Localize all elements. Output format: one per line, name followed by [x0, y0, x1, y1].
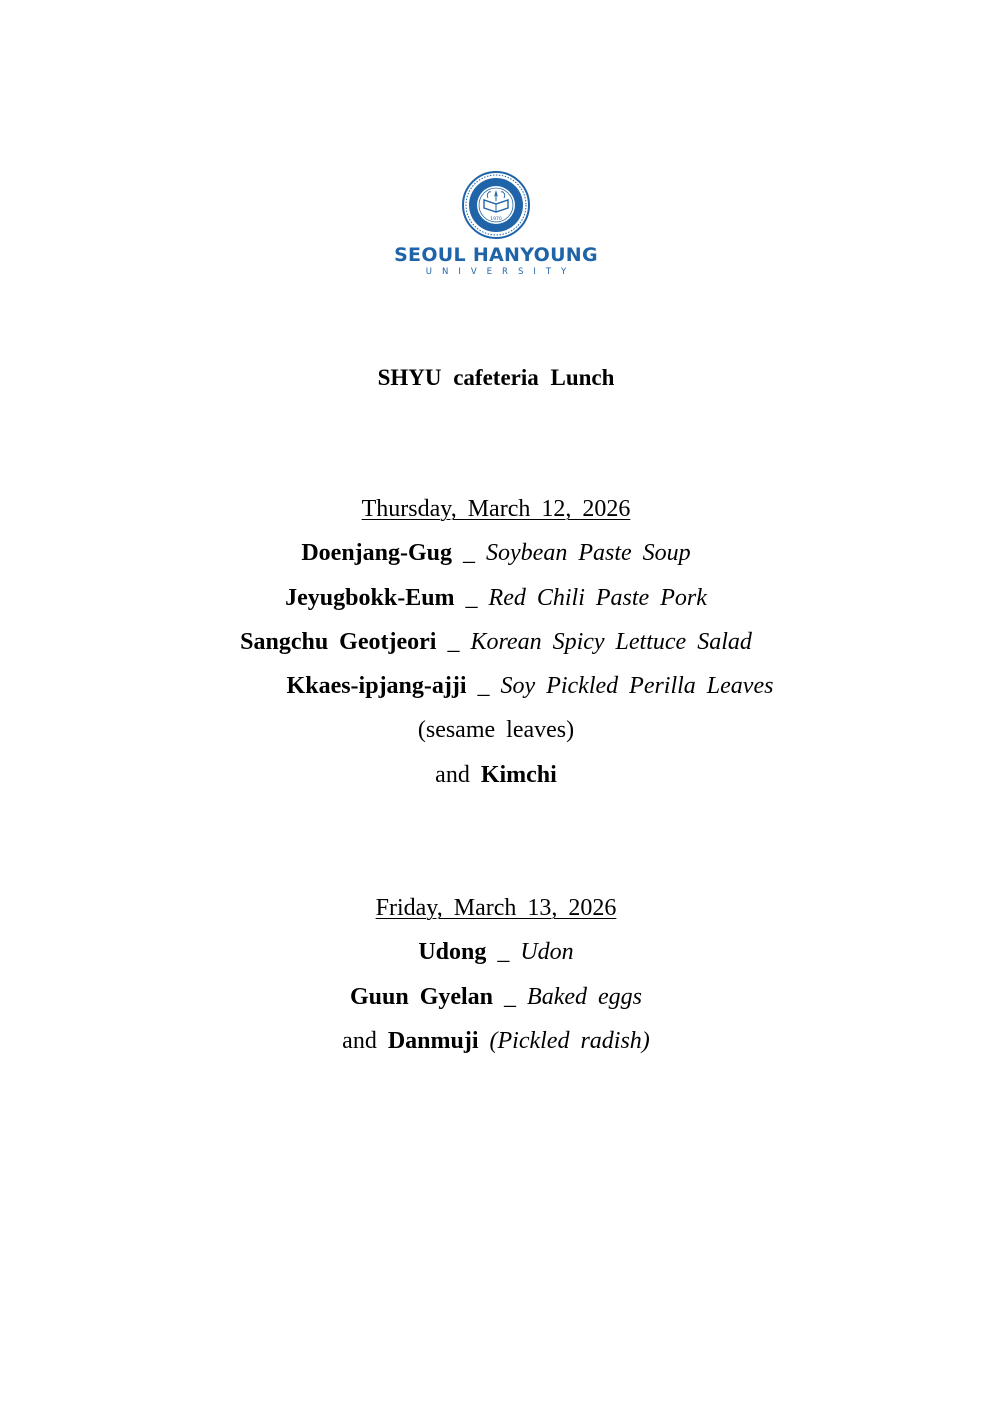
- day-section-thursday: [0, 492, 992, 802]
- dish-description: Soybean Paste Soup: [486, 540, 691, 567]
- dish-description: Red Chili Paste Pork: [488, 584, 707, 611]
- menu-item-last: [0, 1024, 992, 1068]
- university-seal-icon: [461, 170, 531, 240]
- dish-name: Udong: [418, 939, 487, 966]
- dish-name: Danmuji: [387, 1027, 479, 1054]
- separator: _: [436, 628, 471, 655]
- dish-name: Doenjang-Gug: [301, 540, 453, 567]
- dish-description: Soy Pickled Perilla Leaves: [500, 673, 774, 700]
- dish-name: Sangchu Geotjeori: [240, 628, 437, 655]
- date-heading: Thursday, March 12, 2026: [361, 496, 631, 522]
- dish-description: (Pickled radish): [489, 1027, 650, 1054]
- dish-description: Baked eggs: [527, 983, 642, 1010]
- day-section-friday: [0, 891, 992, 1068]
- dish-description: Korean Spicy Lettuce Salad: [470, 628, 752, 655]
- dish-name: Jeyugbokk-Eum: [285, 584, 455, 611]
- dish-name: Kkaes-ipjang-ajji: [286, 673, 467, 700]
- and-word: and: [342, 1027, 377, 1054]
- university-logo: [0, 170, 992, 278]
- menu-note: [0, 713, 992, 757]
- date-line: [0, 891, 992, 935]
- and-word: and: [435, 761, 470, 788]
- dish-description: Udon: [520, 939, 574, 966]
- logo-subtitle: UNIVERSITY: [425, 267, 577, 277]
- separator: _: [486, 939, 521, 966]
- page-title: SHYU cafeteria Lunch: [377, 365, 615, 390]
- menu-item-last: [0, 758, 992, 802]
- menu-item: [0, 935, 992, 979]
- dish-name: Guun Gyelan: [349, 983, 494, 1010]
- date-line: [0, 492, 992, 536]
- seal-year: 1970: [490, 217, 502, 222]
- menu-item: [0, 581, 992, 625]
- note-text: (sesame leaves): [417, 717, 575, 744]
- menu-item: [0, 536, 992, 580]
- dish-name: Kimchi: [480, 761, 557, 788]
- logo-name: SEOUL HANYOUNG: [394, 244, 598, 266]
- date-heading: Friday, March 13, 2026: [375, 895, 617, 921]
- separator: _: [493, 983, 528, 1010]
- separator: _: [452, 540, 487, 567]
- menu-item: [0, 625, 992, 669]
- menu-item: [0, 669, 992, 713]
- separator: _: [466, 673, 501, 700]
- menu-item: [0, 980, 992, 1024]
- separator: _: [454, 584, 489, 611]
